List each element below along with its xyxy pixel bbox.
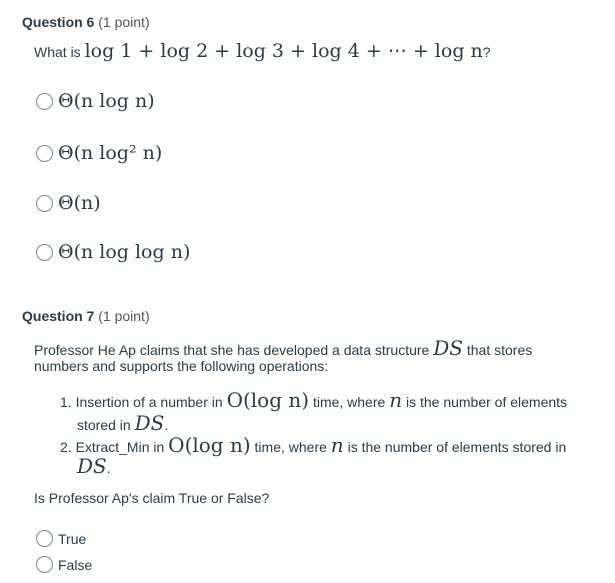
n-symbol: n — [389, 388, 403, 412]
n-symbol: n — [330, 433, 344, 457]
question-6-option-3[interactable] — [36, 192, 101, 214]
option-label: Θ(n log log n) — [58, 241, 191, 263]
radio-button[interactable] — [36, 145, 53, 162]
list-text: Extract_Min in — [75, 439, 165, 455]
option-label: Θ(n) — [58, 192, 101, 214]
question-6-prompt-suffix: ? — [482, 44, 491, 60]
complexity-math: O(log n) — [168, 433, 251, 457]
question-7-option-false[interactable] — [36, 556, 92, 573]
complexity-math: O(log n) — [226, 388, 310, 412]
intro-text-a: Professor He Ap claims that she has developed a data structure — [34, 342, 430, 358]
list-text: is the number of elements stored in — [347, 439, 567, 455]
question-6-option-4[interactable] — [36, 241, 190, 263]
question-6-expression: log 1 + log 2 + log 3 + log 4 + ⋯ + log n — [84, 40, 483, 62]
question-7-intro-line-1 — [34, 336, 532, 360]
radio-button[interactable] — [36, 530, 53, 547]
radio-button[interactable] — [36, 556, 53, 573]
list-text: is the number of elements — [405, 394, 568, 410]
ds-symbol: DS — [77, 454, 107, 478]
list-number: 2. — [60, 439, 72, 455]
list-text: stored in — [77, 417, 131, 433]
list-text: . — [106, 460, 111, 476]
question-6-title: Question 6 — [22, 14, 95, 30]
question-6-header — [22, 14, 150, 30]
question-6-points: (1 point) — [98, 14, 150, 30]
list-item-1-line-2 — [77, 411, 168, 435]
radio-button[interactable] — [36, 244, 53, 261]
question-6-prompt — [34, 40, 491, 62]
radio-button[interactable] — [36, 93, 53, 110]
question-7-points: (1 point) — [98, 308, 150, 324]
ds-symbol: DS — [134, 411, 165, 435]
list-text: time, where — [254, 439, 327, 455]
option-label: False — [58, 556, 93, 573]
option-label: Θ(n log n) — [58, 90, 155, 112]
list-number: 1. — [60, 394, 72, 410]
question-7-option-true[interactable] — [36, 530, 86, 547]
option-label: Θ(n log² n) — [58, 142, 163, 164]
list-text: time, where — [312, 394, 386, 410]
list-item-2-line-2 — [77, 454, 111, 478]
radio-button[interactable] — [36, 195, 53, 212]
list-text: Insertion of a number in — [75, 394, 223, 410]
list-item-1 — [60, 388, 567, 412]
question-6-option-1[interactable] — [36, 90, 155, 112]
ds-symbol: DS — [433, 336, 463, 360]
question-6-prompt-prefix: What is — [34, 44, 81, 60]
question-6-option-2[interactable] — [36, 142, 162, 164]
question-7-question: Is Professor Ap's claim True or False? — [34, 490, 270, 506]
question-7-intro-line-2: numbers and supports the following operations: — [34, 358, 329, 374]
intro-text-b: that stores — [466, 342, 533, 358]
list-text: . — [164, 417, 169, 433]
option-label: True — [58, 530, 87, 547]
question-7-title: Question 7 — [22, 308, 95, 324]
question-7-header — [22, 308, 150, 324]
list-item-2 — [60, 433, 566, 457]
